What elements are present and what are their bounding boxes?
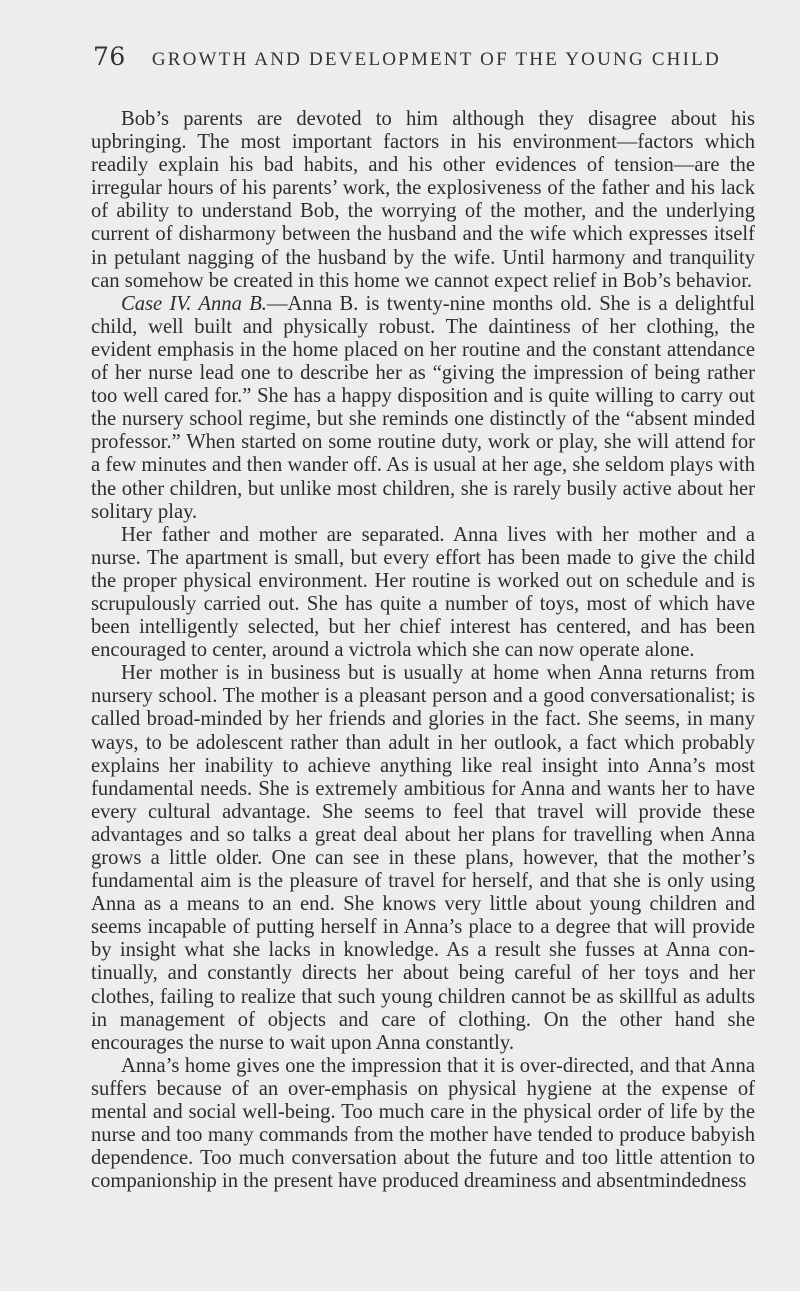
paragraph-bob-parents bbox=[91, 108, 755, 293]
paragraph-home-over-directed bbox=[91, 1055, 755, 1194]
paragraph-text: —Anna B. is twenty-nine months old. She is a delightful child, well built and physically robust. The daintiness of her clothing, the evident emphasis in the home placed on her routine and the constant attendance of her nurse lead one to describe her as “giving the impression of being rather too well cared for.” She has a happy disposition and is quite willing to carry out the nursery school regime, but she reminds one distinctly of the “absent minded professor.” When started on some routine duty, work or play, she will attend for a few minutes and then wander off. As is usual at her age, she seldom plays with the other children, but unlike most children, she is rarely busily active about her solitary play. bbox=[91, 292, 756, 523]
running-head bbox=[93, 42, 753, 82]
page-number: 76 bbox=[93, 42, 126, 71]
paragraph-text: Bob’s parents are devoted to him although they disagree about his upbringing. The most important factors in his environment—factors which readily explain his bad habits, and his other evidences of tension—are the irregular hours of his parents’ work, the explosiveness of the father and his lack of ability to understand Bob, the worrying of the mother, and the underlying current of disharmony between the husband and the wife which expresses itself in petulant nagging of the husband by the wife. Until harmony and tranquility can somehow be created in this home we cannot expect relief in Bob’s behavior. bbox=[91, 108, 755, 292]
paragraph-text: Her father and mother are separated. Anna lives with her mother and a nurse. The apartment is small, but every effort has been made to give the child the proper physical environment. Her routine is worked out on schedule and is scrupulously carried out. She has quite a number of toys, most of which have been intelligently selected, but her chief interest has centered, and has been encouraged to center, around a victrola which she can now operate alone. bbox=[91, 523, 755, 662]
paragraph-father-mother-separated bbox=[91, 524, 755, 663]
paragraph-mother-business bbox=[91, 662, 755, 1055]
running-title: GROWTH AND DEVELOPMENT OF THE YOUNG CHILD bbox=[151, 49, 721, 70]
body-text bbox=[91, 108, 755, 1193]
paragraph-text: Anna’s home gives one the impression that it is over-directed, and that Anna suffers because of an over-emphasis on physical hygiene at the expense of mental and social well-being. Too much care in the physical order of life by the nurse and too many commands from the mother have tended to produce babyish dependence. Too much conversation about the future and too little attention to companionship in the present have produced dreaminess and absentmindedness bbox=[91, 1054, 755, 1193]
paragraph-case-iv bbox=[91, 293, 755, 524]
case-label: Case IV. Anna B. bbox=[121, 292, 267, 315]
paragraph-text: Her mother is in business but is usually at home when Anna returns from nursery school. The mother is a pleasant person and a good conversationalist; is called broad-minded by her friends and glories in the fact. She seems, in many ways, to be adolescent rather than adult in her outlook, a fact which probably explains her inability to achieve anything like real insight into Anna’s most fundamental needs. She is extremely ambitious for Anna and wants her to have every cultural advantage. She seems to feel that travel will provide these advantages and so talks a great deal about her plans for travelling when Anna grows a little older. One can see in these plans, however, that the mother’s fundamental aim is the pleasure of travel for herself, and that she is only using Anna as a means to an end. She knows very little about young children and seems incapable of putting herself in Anna’s place to a degree that will provide by insight what she lacks in knowledge. As a result she fusses at Anna continually, and constantly directs her about being careful of her toys and her clothes, failing to realize that such young children cannot be as skillful as adults in management of objects and care of clothing. On the other hand she encourages the nurse to wait upon Anna constantly. bbox=[91, 662, 755, 1054]
